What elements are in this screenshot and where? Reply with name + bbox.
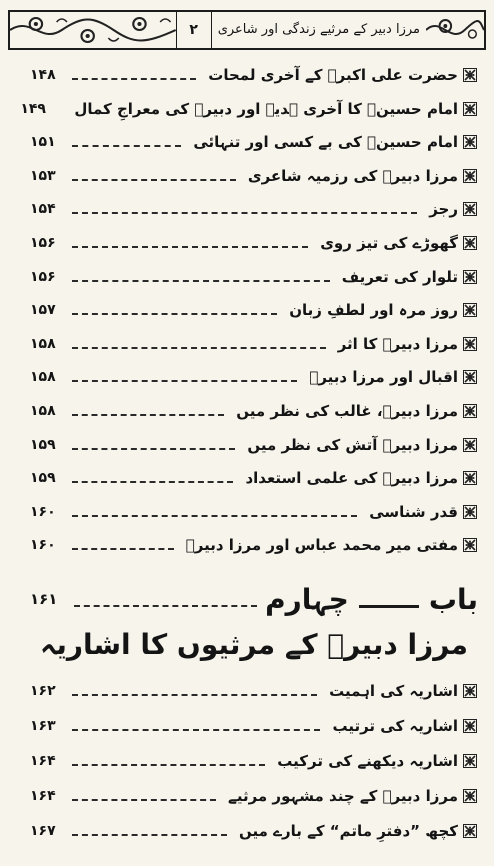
floral-bullet-icon — [462, 369, 478, 385]
dot-leader — [72, 481, 233, 483]
floral-bullet-icon — [462, 823, 478, 839]
toc-entry — [30, 678, 478, 704]
floral-bullet-icon — [462, 201, 478, 217]
toc-entry — [30, 783, 478, 809]
toc-entry — [30, 297, 478, 323]
toc-entry — [30, 264, 478, 290]
toc-entry — [30, 331, 478, 357]
toc-entry — [30, 230, 478, 256]
toc-entry-title: اشاریہ دیکھنے کی ترکیب — [277, 752, 458, 770]
floral-bullet-icon — [462, 302, 478, 318]
floral-vine-ornament-icon — [426, 12, 484, 48]
page-header — [8, 10, 486, 50]
chapter-subtitle: مرزا دبیرؔ کے مرثیوں کا اشاریہ — [39, 628, 469, 661]
toc-entry-title: روز مرہ اور لطفِ زبان — [289, 301, 458, 320]
dot-leader — [72, 729, 320, 731]
floral-bullet-icon — [462, 336, 478, 352]
toc-entry-title: مرزا دبیرؔ آتش کی نظر میں — [247, 435, 458, 454]
chapter-number: چہارم — [265, 582, 349, 616]
toc-entry-page: ۱۶۲ — [30, 683, 56, 699]
floral-bullet-icon — [462, 753, 478, 769]
floral-bullet-icon — [462, 537, 478, 553]
floral-bullet-icon — [462, 683, 478, 699]
toc-entry-page: ۱۴۹ — [20, 100, 46, 117]
toc-entry-title: مفتی میر محمد عباس اور مرزا دبیرؔ — [185, 536, 458, 555]
toc-entry — [30, 196, 478, 222]
floral-vine-ornament-icon — [10, 12, 176, 48]
floral-bullet-icon — [462, 101, 478, 117]
floral-bullet-icon — [462, 718, 478, 734]
dot-leader — [72, 145, 181, 147]
chapter-heading — [30, 574, 478, 624]
toc-entry-page: ۱۶۰ — [30, 503, 56, 520]
toc-entry-title: امام حسینؑ کی بے کسی اور تنہائی — [193, 133, 458, 152]
toc-entry-page: ۱۶۴ — [30, 753, 56, 769]
toc-entry-page: ۱۵۸ — [30, 369, 56, 386]
dot-leader — [72, 78, 196, 80]
toc-entry — [30, 432, 478, 458]
toc-entry — [30, 129, 478, 155]
toc-entry-page: ۱۶۳ — [30, 718, 56, 734]
toc-entry-page: ۱۵۱ — [30, 134, 56, 151]
chapter-leader — [74, 605, 257, 607]
chapter-dash — [359, 605, 419, 608]
chapter-page: ۱۶۱ — [30, 590, 58, 608]
dot-leader — [72, 764, 265, 766]
toc-entry-page: ۱۵۶ — [30, 268, 56, 285]
floral-bullet-icon — [462, 235, 478, 251]
dot-leader — [72, 313, 277, 315]
toc-entry-page: ۱۶۷ — [30, 823, 56, 839]
dot-leader — [72, 515, 357, 517]
toc-entry — [30, 62, 478, 88]
toc-entry-title: اشاریہ کی ترتیب — [332, 717, 458, 735]
toc-entry-page: ۱۴۸ — [30, 67, 56, 83]
toc-entry-page: ۱۵۸ — [30, 335, 56, 352]
dot-leader — [72, 179, 236, 181]
toc-entry-title: امام حسینؑ کا آخری ہدیہ اور دبیرؔ کی معراجِ کمال — [74, 99, 458, 118]
toc-entry-page: ۱۵۴ — [30, 201, 56, 218]
toc-entry-title: مرزا دبیرؔ، غالب کی نظر میں — [236, 402, 458, 420]
toc-entry-title: مرزا دبیرؔ کی رزمیہ شاعری — [247, 166, 458, 185]
floral-bullet-icon — [462, 504, 478, 520]
toc-entry-page: ۱۵۳ — [30, 167, 56, 184]
toc-entry — [30, 499, 478, 525]
toc-entry-title: مرزا دبیرؔ کا اثر — [337, 334, 458, 353]
dot-leader — [72, 799, 216, 801]
toc-entry — [30, 163, 478, 189]
floral-bullet-icon — [462, 269, 478, 285]
vine-ornament-left — [10, 12, 176, 48]
dot-leader — [72, 246, 308, 248]
toc-entry — [30, 713, 478, 739]
toc-entry — [30, 465, 478, 491]
dot-leader — [72, 414, 224, 416]
dot-leader — [72, 548, 174, 550]
dot-leader — [72, 448, 235, 450]
toc-entry-title: رجز — [429, 200, 458, 219]
toc-entry-title: حضرت علی اکبرؑ کے آخری لمحات — [208, 66, 458, 84]
page-number: ۲ — [176, 12, 212, 48]
toc-entry-title: مرزا دبیرؔ کی علمی استعداد — [245, 469, 458, 488]
dot-leader — [72, 694, 317, 696]
floral-bullet-icon — [462, 437, 478, 453]
toc-entry-title: قدر شناسی — [369, 502, 458, 521]
toc-entry-title: اشاریہ کی اہمیت — [329, 682, 458, 700]
toc-entry-page: ۱۵۸ — [30, 403, 56, 419]
dot-leader — [72, 347, 326, 349]
chapter-label: باب — [428, 582, 478, 616]
toc-entry-title: اقبال اور مرزا دبیرؔ — [309, 368, 458, 387]
dot-leader — [72, 212, 417, 214]
toc-entry — [20, 96, 478, 122]
floral-bullet-icon — [462, 470, 478, 486]
toc-entry-page: ۱۵۷ — [30, 302, 56, 319]
dot-leader — [72, 380, 297, 382]
dot-leader — [72, 280, 330, 282]
toc-entry — [30, 818, 478, 844]
toc-entry-page: ۱۵۹ — [30, 470, 56, 487]
toc-entry — [30, 364, 478, 390]
toc-entry — [30, 532, 478, 558]
floral-bullet-icon — [462, 403, 478, 419]
floral-bullet-icon — [462, 134, 478, 150]
toc-entry — [30, 748, 478, 774]
vine-ornament-right — [426, 12, 484, 48]
toc-entry — [30, 398, 478, 424]
toc-entry-page: ۱۵۹ — [30, 436, 56, 453]
toc-entry-title: مرزا دبیرؔ کے چند مشہور مرثیے — [228, 787, 458, 805]
toc-entry-title: گھوڑے کی تیز روی — [320, 234, 458, 252]
floral-bullet-icon — [462, 168, 478, 184]
dot-leader — [72, 834, 227, 836]
floral-bullet-icon — [462, 788, 478, 804]
floral-bullet-icon — [462, 67, 478, 83]
toc-entry-title: تلوار کی تعریف — [341, 267, 458, 286]
toc-entry-title: کچھ ”دفترِ ماتم“ کے بارے میں — [239, 822, 458, 840]
toc-entry-page: ۱۵۶ — [30, 235, 56, 251]
toc-entry-page: ۱۶۴ — [30, 788, 56, 804]
toc-entry-page: ۱۶۰ — [30, 537, 56, 554]
running-title: مرزا دبیر کے مرثیے زندگی اور شاعری — [212, 12, 426, 48]
